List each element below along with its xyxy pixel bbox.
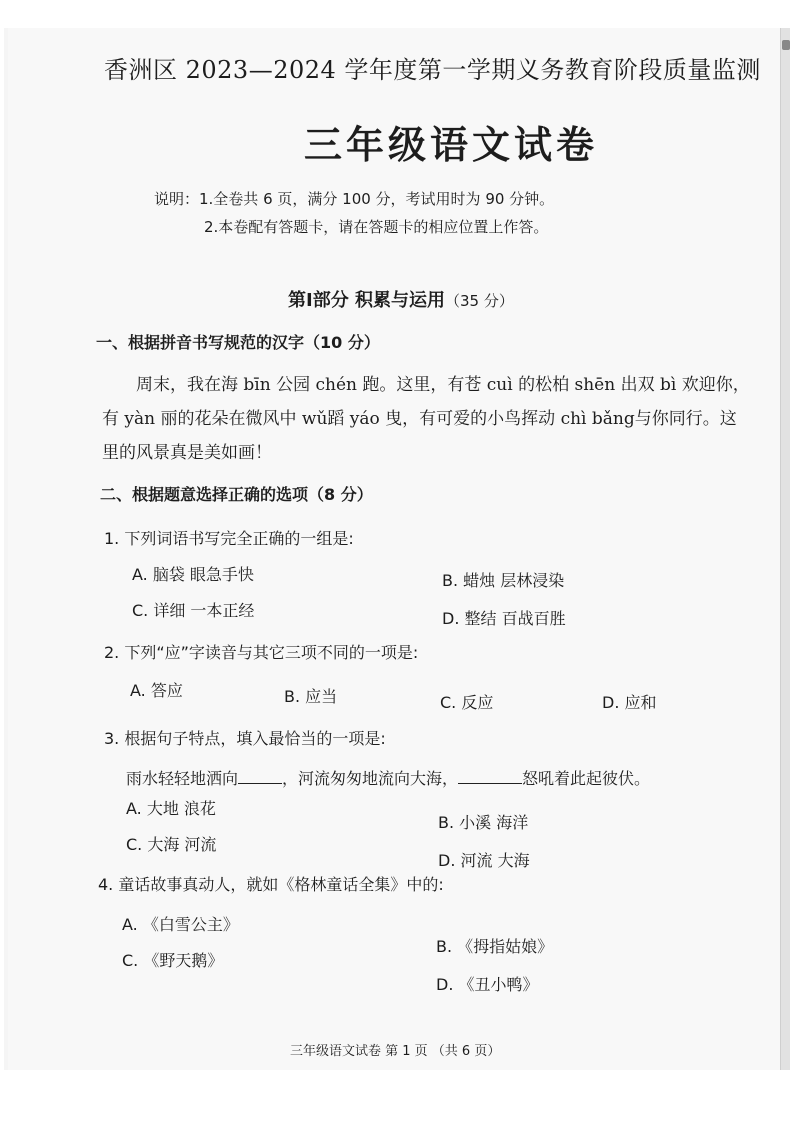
- q3-blank-2: [458, 769, 522, 784]
- instructions-line-1: 说明：1.全卷共 6 页，满分 100 分，考试用时为 90 分钟。: [154, 190, 555, 208]
- q3-option-a: A. 大地 浪花: [126, 799, 216, 818]
- q4-stem: 4. 童话故事真动人，就如《格林童话全集》中的:: [98, 875, 444, 894]
- exam-header-title: 香洲区 2023—2024 学年度第一学期义务教育阶段质量监测: [104, 56, 761, 84]
- section1-title: 一、根据拼音书写规范的汉字（10 分）: [96, 333, 380, 352]
- pinyin-passage-line-3: 里的风景真是美如画！: [102, 443, 272, 463]
- q3-option-c: C. 大海 河流: [126, 835, 217, 854]
- q1-stem: 1. 下列词语书写完全正确的一组是:: [104, 529, 354, 548]
- exam-photo: [4, 28, 790, 1070]
- page-footer: 三年级语文试卷 第 1 页 （共 6 页）: [290, 1044, 501, 1059]
- q2-option-d: D. 应和: [602, 693, 657, 712]
- q4-option-d: D. 《丑小鸭》: [436, 975, 539, 994]
- part1-heading: [288, 286, 514, 312]
- pinyin-passage-line-2: 有 yàn 丽的花朵在微风中 wǔ蹈 yáo 曳，有可爱的小鸟挥动 chì bǎng与你同行。这: [102, 409, 737, 429]
- q4-option-a: A. 《白雪公主》: [122, 915, 239, 934]
- q3-stem: 3. 根据句子特点，填入最恰当的一项是:: [104, 729, 386, 748]
- q1-option-a: A. 脑袋 眼急手快: [132, 565, 254, 584]
- binder-clip-mark: [782, 40, 790, 50]
- q3-sentence-part-2: ，河流匆匆地流向大海，: [282, 769, 459, 788]
- exam-subtitle: 三年级语文试卷: [304, 122, 599, 167]
- part1-score: （35 分）: [444, 292, 514, 310]
- section2-title: 二、根据题意选择正确的选项（8 分）: [100, 485, 373, 504]
- q2-option-b: B. 应当: [284, 687, 338, 706]
- q2-stem: 2. 下列“应”字读音与其它三项不同的一项是:: [104, 643, 419, 662]
- q3-option-b: B. 小溪 海洋: [438, 813, 529, 832]
- part1-title: 第Ⅰ部分 积累与运用: [288, 290, 445, 311]
- q4-option-b: B. 《拇指姑娘》: [436, 937, 554, 956]
- q3-option-d: D. 河流 大海: [438, 851, 530, 870]
- exam-paper: [8, 28, 780, 1070]
- q3-sentence: [126, 766, 650, 789]
- instructions-line-2: 2.本卷配有答题卡，请在答题卡的相应位置上作答。: [204, 218, 549, 236]
- q2-option-c: C. 反应: [440, 693, 494, 712]
- q4-option-c: C. 《野天鹅》: [122, 951, 224, 970]
- q3-blank-1: [238, 769, 282, 784]
- pinyin-passage-line-1: 周末，我在海 bīn 公园 chén 跑。这里，有苍 cuì 的松柏 shēn 出双 bì 欢迎你，: [136, 375, 750, 395]
- q2-option-a: A. 答应: [130, 681, 183, 700]
- q3-sentence-part-1: 雨水轻轻地洒向: [126, 769, 239, 788]
- q1-option-b: B. 蜡烛 层林浸染: [442, 571, 565, 590]
- q1-option-d: D. 整结 百战百胜: [442, 609, 566, 628]
- q1-option-c: C. 详细 一本正经: [132, 601, 255, 620]
- q3-sentence-part-3: 怒吼着此起彼伏。: [522, 769, 651, 788]
- next-page-edge: [780, 28, 790, 1070]
